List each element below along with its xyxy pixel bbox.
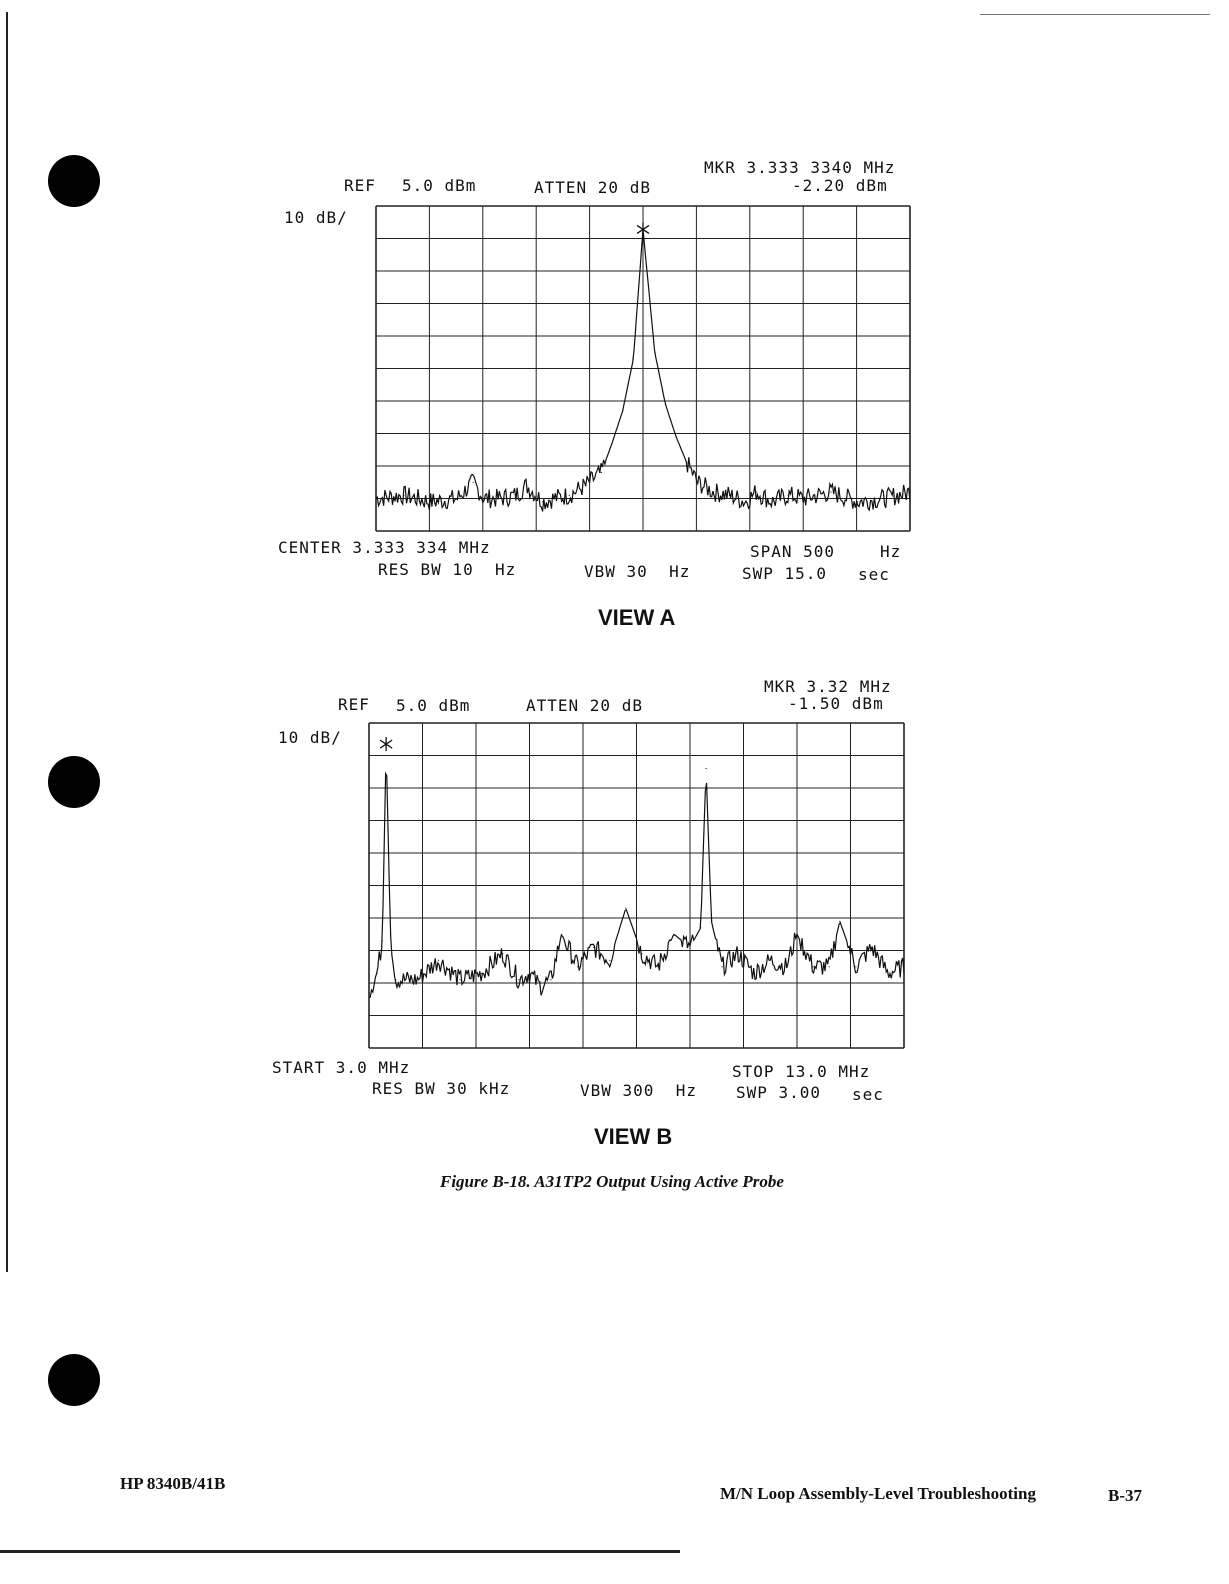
view-a-data-point — [756, 491, 757, 492]
view-b-marker-asterisk — [380, 737, 392, 751]
view-b-data-point — [390, 934, 391, 935]
view-a-swp-unit: sec — [858, 565, 890, 584]
view-b-data-point — [395, 979, 396, 980]
view-b-data-point — [593, 947, 594, 948]
view-a-data-point — [553, 498, 554, 499]
binder-hole-bottom — [48, 1354, 100, 1406]
view-b-data-point — [561, 934, 562, 935]
view-a-data-point — [804, 498, 805, 499]
binder-hole-middle — [48, 756, 100, 808]
view-b-data-point — [700, 927, 701, 928]
view-a-data-point — [499, 498, 500, 499]
view-b-marker-freq: MKR 3.32 MHz — [764, 677, 892, 696]
view-a-data-point — [884, 498, 885, 499]
view-a-scale: 10 dB/ — [284, 208, 348, 227]
view-a-data-point — [542, 501, 543, 502]
view-a-ref-label: REF — [344, 176, 376, 195]
view-a-data-point — [611, 443, 612, 444]
view-a-data-point — [375, 498, 376, 499]
view-b-data-point — [689, 947, 690, 948]
footer-section-title: M/N Loop Assembly-Level Troubleshooting — [720, 1484, 1036, 1503]
view-a-data-point — [601, 472, 602, 473]
figure-caption: Figure B-18. A31TP2 Output Using Active Probe — [440, 1172, 784, 1191]
view-b-data-point — [706, 768, 707, 769]
view-b-swp: SWP 3.00 — [736, 1083, 822, 1102]
view-a-data-point — [686, 462, 687, 463]
view-b-data-point — [550, 979, 551, 980]
view-a-ref-value: 5.0 dBm — [402, 176, 477, 195]
view-a-title: VIEW A — [598, 605, 676, 630]
view-b-atten: ATTEN 20 dB — [526, 696, 643, 715]
view-a-data-point — [430, 501, 431, 502]
view-a-data-point — [483, 498, 484, 499]
view-a-marker-freq: MKR 3.333 3340 MHz — [704, 158, 896, 177]
view-a-spectrum-plot — [376, 206, 910, 531]
view-a-span-unit: Hz — [880, 542, 902, 561]
view-b-marker-level: -1.50 dBm — [788, 694, 884, 713]
view-b-title: VIEW B — [594, 1124, 673, 1149]
view-a-data-point — [585, 485, 586, 486]
view-b-data-point — [839, 921, 840, 922]
view-a-data-point — [457, 498, 458, 499]
view-b-data-point — [829, 966, 830, 967]
view-b-data-point — [376, 973, 377, 974]
view-a-marker-level: -2.20 dBm — [792, 176, 888, 195]
view-b-data-point — [438, 960, 439, 961]
view-b-swp-unit: sec — [852, 1085, 884, 1104]
view-a-data-point — [772, 501, 773, 502]
view-b-data-point — [770, 960, 771, 961]
view-b-spectrum-plot — [369, 723, 904, 1048]
view-b-vbw: VBW 300 Hz — [580, 1081, 697, 1100]
view-b-data-point — [855, 966, 856, 967]
footer-page-number: B-37 — [1108, 1486, 1142, 1505]
view-a-data-point — [403, 495, 404, 496]
view-b-data-point — [481, 973, 482, 974]
view-a-data-point — [665, 404, 666, 405]
footer-model: HP 8340B/41B — [120, 1474, 226, 1493]
view-a-marker-asterisk — [637, 222, 649, 236]
view-b-data-point — [657, 966, 658, 967]
view-a-data-point — [745, 501, 746, 502]
view-a-data-point — [676, 436, 677, 437]
view-a-data-point — [569, 495, 570, 496]
view-b-data-point — [786, 966, 787, 967]
view-a-span: SPAN 500 — [750, 542, 836, 561]
view-b-data-point — [887, 973, 888, 974]
top-right-rule — [980, 14, 1210, 15]
view-b-data-point — [382, 940, 383, 941]
view-b-data-point — [754, 973, 755, 974]
view-b-data-point — [796, 934, 797, 935]
view-a-swp: SWP 15.0 — [742, 564, 828, 583]
view-a-data-point — [473, 482, 474, 483]
view-b-data-point — [417, 979, 418, 980]
view-b-data-point — [903, 966, 904, 967]
view-a-data-point — [633, 358, 634, 359]
view-a-data-point — [909, 491, 910, 492]
view-a-data-point — [697, 482, 698, 483]
view-b-res-bw: RES BW 30 kHz — [372, 1079, 511, 1098]
view-b-data-point — [641, 953, 642, 954]
view-a-atten: ATTEN 20 dB — [534, 178, 651, 197]
view-b-data-point — [518, 979, 519, 980]
view-b-scale: 10 dB/ — [278, 728, 342, 747]
view-a-vbw: VBW 30 Hz — [584, 562, 691, 581]
view-a-res-bw: RES BW 10 Hz — [378, 560, 517, 579]
view-b-ref-value: 5.0 dBm — [396, 696, 471, 715]
view-a-data-point — [830, 491, 831, 492]
left-margin-rule — [6, 12, 8, 1272]
view-a-data-point — [713, 491, 714, 492]
view-b-data-point — [813, 966, 814, 967]
view-b-data-point — [368, 992, 369, 993]
view-b-data-point — [529, 973, 530, 974]
view-b-data-point — [625, 908, 626, 909]
bottom-rule — [0, 1550, 680, 1553]
view-b-data-point — [711, 921, 712, 922]
view-b-data-point — [459, 979, 460, 980]
view-b-data-point — [577, 966, 578, 967]
view-a-data-point — [622, 410, 623, 411]
binder-hole-top — [48, 155, 100, 207]
view-a-data-point — [729, 495, 730, 496]
view-b-data-point — [540, 986, 541, 987]
view-b-data-point — [673, 934, 674, 935]
view-b-data-point — [738, 953, 739, 954]
view-a-center-freq: CENTER 3.333 334 MHz — [278, 538, 491, 557]
view-b-data-point — [502, 953, 503, 954]
view-a-data-point — [788, 495, 789, 496]
view-a-data-point — [857, 501, 858, 502]
view-a-data-point — [515, 495, 516, 496]
view-b-start-freq: START 3.0 MHz — [272, 1058, 411, 1077]
view-a-data-point — [654, 352, 655, 353]
view-b-data-point — [722, 966, 723, 967]
view-b-data-point — [871, 947, 872, 948]
view-b-ref-label: REF — [338, 695, 370, 714]
view-b-stop-freq: STOP 13.0 MHz — [732, 1062, 871, 1081]
view-b-data-point — [609, 960, 610, 961]
view-a-data-point — [526, 485, 527, 486]
